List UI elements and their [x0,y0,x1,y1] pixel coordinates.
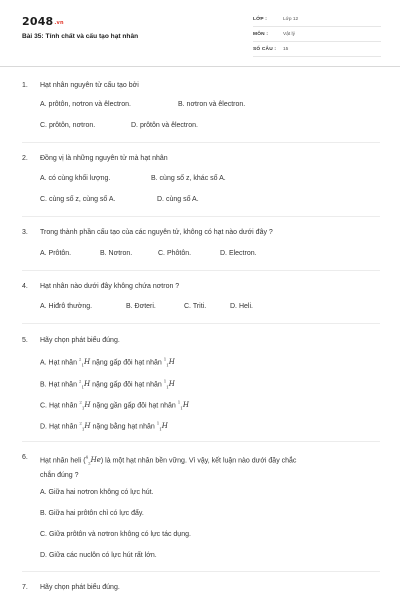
meta-subject-value: Vật lý [283,32,295,37]
question-separator [22,441,380,442]
option-text: A. Hạt nhân [40,359,79,367]
answer-option[interactable] [40,357,175,368]
question-number: 7. [22,584,28,591]
question-text [40,452,380,482]
option-text: nặng gấp đôi hạt nhân [90,359,164,367]
answer-option[interactable]: A. prôtôn, nơtron và êlectron. [40,101,131,108]
answer-option[interactable]: B. Đơteri. [126,303,156,310]
question-text-part: Hạt nhân heli ( [40,457,86,465]
question-text: Đồng vị là những nguyên tử mà hạt nhân [40,155,168,162]
answer-option[interactable] [40,400,189,411]
answer-option[interactable]: C. Triti. [184,303,207,310]
question-number: 1. [22,82,28,89]
answer-option[interactable]: B. Giữa hai prôtôn chỉ có lực đẩy. [40,510,144,517]
answer-option[interactable] [40,379,175,390]
logo-text: 2048 [22,15,54,28]
site-logo[interactable] [22,15,64,28]
page-header [0,0,400,66]
option-text: nặng gần gấp đôi hạt nhân [90,402,178,410]
answer-option[interactable]: D. Heli. [230,303,253,310]
hydrogen-1-isotope-symbol: $^1_1$H [163,379,175,390]
question-text: Hạt nhân nào dưới đây không chứa nơtron ? [40,283,180,290]
hydrogen-1-isotope-symbol: $^1_1$H [163,357,175,368]
answer-option[interactable]: D. cùng số A. [157,196,199,203]
meta-count-value: 15 [283,47,289,52]
meta-class-label: LỚP : [253,17,268,22]
hydrogen-1-isotope-symbol: $^1_1$H [156,421,168,432]
answer-option[interactable]: B. cùng số z, khác số A. [151,175,226,182]
answer-option[interactable]: C. Giữa prôtôn và nơtron không có lực tác dụng. [40,531,191,538]
logo-domain-suffix: .vn [54,20,64,26]
question-separator [22,142,380,143]
answer-option[interactable]: C. Phôtôn. [158,250,192,257]
option-text: D. Hạt nhân [40,423,80,431]
lesson-title: Bài 35: Tính chất và cấu tạo hạt nhân [22,33,139,40]
meta-subject-label: MÔN : [253,32,269,37]
answer-option[interactable]: D. Electron. [220,250,257,257]
option-text: C. Hạt nhân [40,402,80,410]
question-number: 4. [22,283,28,290]
question-separator [22,216,380,217]
question-separator [22,270,380,271]
hydrogen-1-isotope-symbol: $^1_1$H [177,400,189,411]
question-number: 5. [22,337,28,344]
hydrogen-2-isotope-symbol: $^2_1$H [79,400,91,411]
question-text-part: ) là một hạt nhân bền vững. Vì vậy, kết luận nào dưới đây chắc [100,457,297,465]
question-separator [22,571,380,572]
option-text: B. Hạt nhân [40,381,79,389]
answer-option[interactable]: B. nơtron và êlectron. [178,101,246,108]
hydrogen-2-isotope-symbol: $^2_1$H [78,357,91,368]
answer-option[interactable]: D. prôtôn và êlectron. [131,122,198,129]
meta-count-row [253,45,381,57]
meta-count-label: SỐ CÂU : [253,47,277,52]
meta-class-value: Lớp 12 [283,17,299,22]
question-number: 2. [22,155,28,162]
meta-class-row [253,15,381,27]
question-number: 3. [22,229,28,236]
answer-option[interactable]: A. Prôtôn. [40,250,72,257]
answer-option[interactable]: A. có cùng khối lượng. [40,175,111,182]
answer-option[interactable] [40,421,168,432]
answer-option[interactable]: B. Nơtron. [100,250,133,257]
answer-option[interactable]: D. Giữa các nuclôn có lực hút rất lớn. [40,552,157,559]
option-text: nặng bằng hạt nhân [90,423,157,431]
answer-option[interactable]: C. cùng số z, cùng số A. [40,196,116,203]
question-text-part: chắn đúng ? [40,471,79,479]
question-separator [22,323,380,324]
hydrogen-2-isotope-symbol: $^2_1$H [79,421,91,432]
question-text: Hãy chọn phát biểu đúng. [40,337,120,344]
question-text: Hãy chọn phát biểu đúng. [40,584,120,591]
meta-subject-row [253,30,381,42]
question-text: Hạt nhân nguyên tử cấu tạo bởi [40,82,139,89]
answer-option[interactable]: A. Giữa hai nơtron không có lực hút. [40,489,154,496]
header-divider [0,66,400,67]
answer-option[interactable]: A. Hiđrô thường. [40,303,93,310]
hydrogen-2-isotope-symbol: $^2_1$H [78,379,91,390]
question-number: 6. [22,454,28,461]
question-text: Trong thành phần cấu tạo của các nguyên tử, không có hạt nào dưới đây ? [40,229,273,236]
helium-4-isotope-symbol: $^4_2$He [85,455,101,466]
answer-option[interactable]: C. prôtôn, nơtron. [40,122,96,129]
option-text: nặng gấp đôi hạt nhân [90,381,164,389]
